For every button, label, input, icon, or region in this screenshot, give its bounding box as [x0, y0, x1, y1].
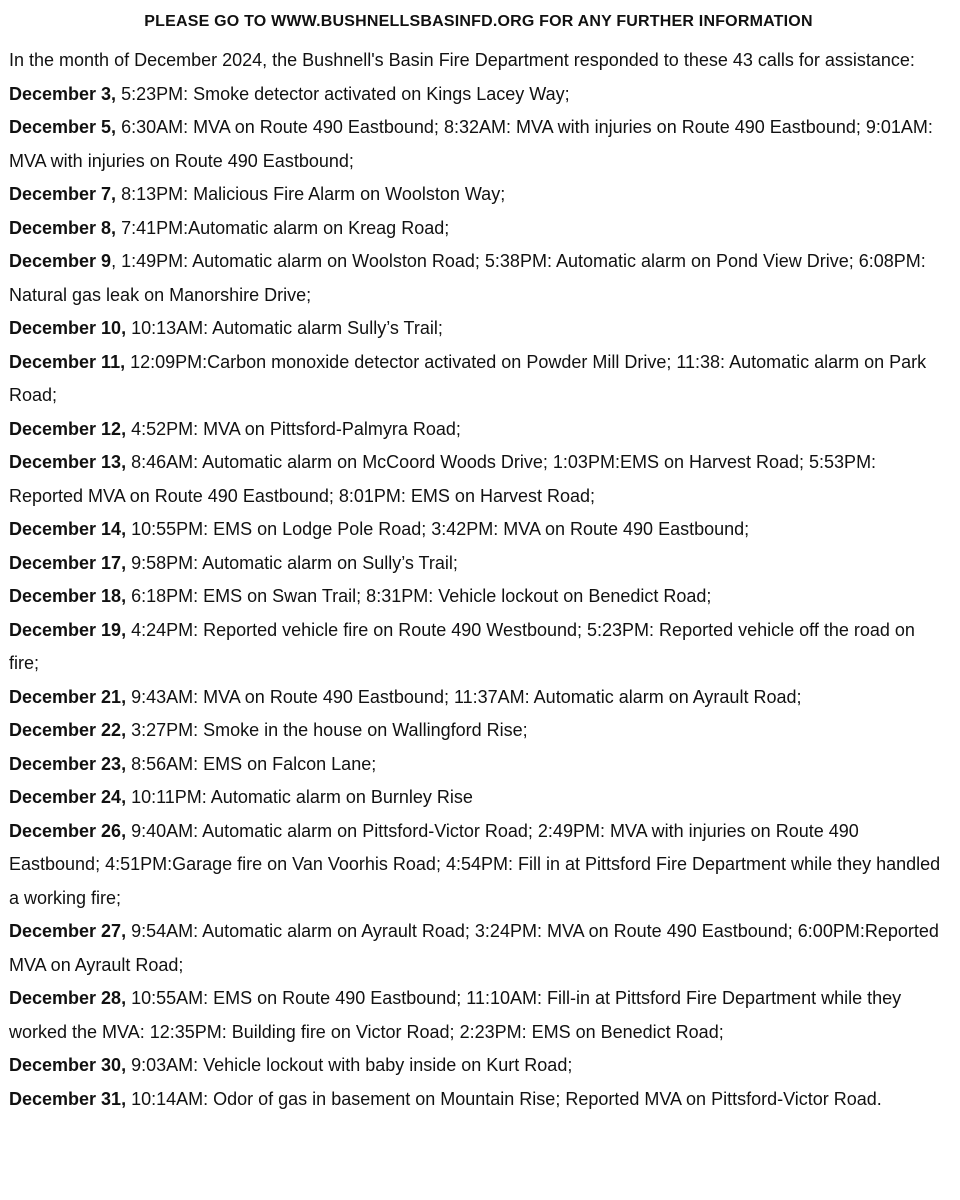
entry-text: 3:27PM: Smoke in the house on Wallingford Rise; — [126, 720, 528, 740]
entry-text: 12:09PM:Carbon monoxide detector activated on Powder Mill Drive; 11:38: Automatic alarm on Park Road; — [9, 351, 927, 405]
entry-date: December 9 — [9, 251, 112, 271]
entry-text: 8:13PM: Malicious Fire Alarm on Woolston Way; — [116, 184, 506, 204]
entry-text: 9:40AM: Automatic alarm on Pittsford-Victor Road; 2:49PM: MVA with injuries on Route 490 Eastbound; 4:51PM:Garage fire on Van Voorhis Road; 4:54PM: Fill in at Pittsford Fire Department while they handled a working fire; — [9, 820, 941, 908]
entry-text: 10:11PM: Automatic alarm on Burnley Rise — [126, 787, 473, 807]
entry-date: December 8, — [9, 217, 117, 238]
entry-text: 4:24PM: Reported vehicle fire on Route 490 Westbound; 5:23PM: Reported vehicle off the road on fire; — [9, 619, 915, 673]
entry-date: December 10, — [9, 318, 127, 338]
page-header: PLEASE GO TO WWW.BUSHNELLSBASINFD.ORG FOR ANY FURTHER INFORMATION — [144, 13, 813, 30]
entry-text: 10:55PM: EMS on Lodge Pole Road; 3:42PM: MVA on Route 490 Eastbound; — [126, 519, 750, 539]
list-item — [9, 982, 948, 1049]
list-item — [9, 178, 948, 212]
entry-text: 9:54AM: Automatic alarm on Ayrault Road; 3:24PM: MVA on Route 490 Eastbound; 6:00PM:Reported MVA on Ayrault Road; — [9, 921, 939, 975]
entry-text: 8:46AM: Automatic alarm on McCoord Woods Drive; 1:03PM:EMS on Harvest Road; 5:53PM: Reported MVA on Route 490 Eastbound; 8:01PM: EMS on Harvest Road; — [9, 452, 877, 506]
entry-text: 6:18PM: EMS on Swan Trail; 8:31PM: Vehicle lockout on Benedict Road; — [126, 586, 712, 606]
list-item — [9, 312, 948, 346]
entry-date: December 24, — [9, 787, 127, 807]
list-item — [9, 413, 948, 447]
entry-text: 10:55AM: EMS on Route 490 Eastbound; 11:10AM: Fill-in at Pittsford Fire Department while they worked the MVA: 12:35PM: Building fire on Victor Road; 2:23PM: EMS on Benedict Road; — [9, 988, 902, 1042]
list-item — [9, 212, 948, 246]
entry-text: 10:14AM: Odor of gas in basement on Mountain Rise; Reported MVA on Pittsford-Victor Road. — [126, 1088, 882, 1109]
entry-date: December 19, — [9, 619, 127, 640]
entry-date: December 7, — [9, 184, 117, 204]
list-item — [9, 580, 948, 614]
entry-date: December 31, — [9, 1088, 127, 1109]
entry-text: 10:13AM: Automatic alarm Sully’s Trail; — [126, 318, 443, 338]
list-item — [9, 681, 948, 715]
entry-text: , 1:49PM: Automatic alarm on Woolston Road; 5:38PM: Automatic alarm on Pond View Drive; 6:08PM: Natural gas leak on Manorshire Drive; — [9, 251, 926, 305]
list-item — [9, 78, 948, 112]
entry-date: December 18, — [9, 586, 127, 606]
entry-text: 5:23PM: Smoke detector activated on Kings Lacey Way; — [116, 83, 570, 104]
entry-date: December 17, — [9, 552, 127, 573]
intro-paragraph: In the month of December 2024, the Bushnell's Basin Fire Department responded to these 43 calls for assistance: — [9, 50, 915, 70]
list-item — [9, 513, 948, 547]
entry-text: 4:52PM: MVA on Pittsford-Palmyra Road; — [126, 418, 461, 439]
list-item — [9, 346, 948, 413]
entry-date: December 11, — [9, 351, 126, 372]
list-item — [9, 815, 948, 916]
list-item — [9, 915, 948, 982]
entry-date: December 21, — [9, 686, 127, 707]
entry-text: 7:41PM:Automatic alarm on Kreag Road; — [116, 217, 450, 238]
entry-date: December 14, — [9, 519, 127, 539]
entry-text: 8:56AM: EMS on Falcon Lane; — [126, 753, 377, 774]
entry-text: 9:58PM: Automatic alarm on Sully’s Trail; — [126, 552, 458, 573]
entry-date: December 12, — [9, 418, 127, 439]
list-item — [9, 748, 948, 782]
list-item — [9, 1049, 948, 1083]
list-item — [9, 245, 948, 312]
entry-date: December 26, — [9, 820, 127, 841]
entry-date: December 3, — [9, 83, 117, 104]
entry-date: December 28, — [9, 988, 127, 1008]
entry-text: 9:03AM: Vehicle lockout with baby inside on Kurt Road; — [126, 1055, 573, 1075]
entry-date: December 23, — [9, 753, 127, 774]
list-item — [9, 446, 948, 513]
call-list — [9, 78, 948, 1117]
entry-date: December 27, — [9, 921, 127, 941]
entry-date: December 30, — [9, 1055, 127, 1075]
list-item — [9, 547, 948, 581]
entry-text: 9:43AM: MVA on Route 490 Eastbound; 11:37AM: Automatic alarm on Ayrault Road; — [126, 686, 802, 707]
list-item — [9, 1083, 948, 1117]
list-item — [9, 111, 948, 178]
list-item — [9, 781, 948, 815]
entry-date: December 13, — [9, 452, 127, 472]
list-item — [9, 614, 948, 681]
entry-date: December 22, — [9, 720, 127, 740]
entry-text: 6:30AM: MVA on Route 490 Eastbound; 8:32AM: MVA with injuries on Route 490 Eastbound; 9:01AM: MVA with injuries on Route 490 Eastbound; — [9, 117, 933, 171]
entry-date: December 5, — [9, 117, 117, 137]
list-item — [9, 714, 948, 748]
